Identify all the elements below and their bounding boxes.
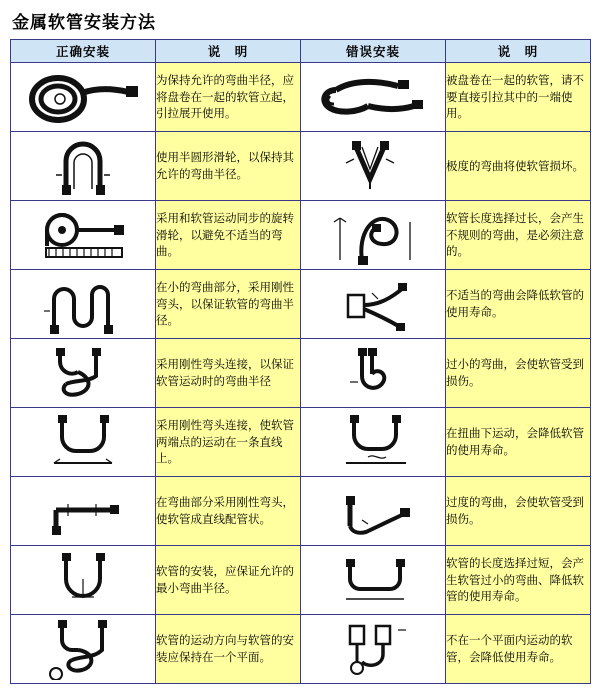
figure-hose-motion-out-of-plane (301, 615, 446, 684)
figure-coiled-hose-standing-upright (11, 63, 156, 132)
figure-hose-twisted-while-moving (301, 408, 446, 477)
table-row (11, 132, 591, 201)
note-correct: 在弯曲部分采用刚性弯头，使软管成直线配管状。 (156, 477, 301, 546)
figure-hose-motion-in-same-plane (11, 615, 156, 684)
note-correct: 使用半圆形滑轮，以保持其允许的弯曲半径。 (156, 132, 301, 201)
note-correct: 采用和软管运动同步的旋转滑轮，以避免不适当的弯曲。 (156, 201, 301, 270)
table-row (11, 408, 591, 477)
page-title: 金属软管安装方法 (12, 13, 156, 33)
header-correct-install: 正确安装 (11, 40, 156, 63)
note-correct: 采用刚性弯头连接，使软管两端点的运动在一条直线上。 (156, 408, 301, 477)
note-correct: 软管的安装，应保证允许的最小弯曲半径。 (156, 546, 301, 615)
hose-installation-table (10, 39, 591, 684)
note-wrong: 软管长度选择过长，会产生不规则的弯曲，是必须注意的。 (446, 201, 591, 270)
note-wrong: 被盘卷在一起的软管，请不要直接引拉其中的一端使用。 (446, 63, 591, 132)
note-wrong: 不在一个平面内运动的软管，会降低使用寿命。 (446, 615, 591, 684)
table-row (11, 615, 591, 684)
figure-hose-over-semicircular-guide (11, 132, 156, 201)
table-header-row (11, 40, 591, 63)
note-correct: 为保持允许的弯曲半径，应将盘卷在一起的软管立起，引拉展开使用。 (156, 63, 301, 132)
note-wrong: 在扭曲下运动，会降低软管的使用寿命。 (446, 408, 591, 477)
figure-excessive-bending-at-connection (301, 477, 446, 546)
note-wrong: 不适当的弯曲会降低软管的使用寿命。 (446, 270, 591, 339)
note-wrong: 极度的弯曲将使软管损坏。 (446, 132, 591, 201)
figure-improper-sharp-bend-at-fitting (301, 270, 446, 339)
figure-hose-bend-radius-too-small (301, 339, 446, 408)
table-row (11, 477, 591, 546)
figure-rigid-elbow-at-small-bend (11, 270, 156, 339)
note-wrong: 软管的长度选择过短，会产生软管过小的弯曲、降低软管的使用寿命。 (446, 546, 591, 615)
note-correct: 软管的运动方向与软管的安装应保持在一个平面。 (156, 615, 301, 684)
figure-hose-bent-sharply-at-point (301, 132, 446, 201)
note-correct: 采用刚性弯头连接，以保证软管运动时的弯曲半径 (156, 339, 301, 408)
header-wrong-note: 说 明 (446, 40, 591, 63)
table-row (11, 339, 591, 408)
note-wrong: 过小的弯曲，会使软管受到损伤。 (446, 339, 591, 408)
header-wrong-install: 错误安装 (301, 40, 446, 63)
figure-hose-too-long-irregular-loop (301, 201, 446, 270)
table-row (11, 270, 591, 339)
figure-rigid-elbow-connection-u-bend (11, 339, 156, 408)
figure-hose-with-rotating-pulley-and-chain (11, 201, 156, 270)
note-wrong: 过度的弯曲，会使软管受到损伤。 (446, 477, 591, 546)
figure-rigid-elbow-straight-pipe-layout (11, 477, 156, 546)
figure-hose-too-long-small-bend (301, 546, 446, 615)
table-row (11, 201, 591, 270)
header-correct-note: 说 明 (156, 40, 301, 63)
figure-hose-installed-with-min-bend-radius (11, 546, 156, 615)
table-row (11, 63, 591, 132)
figure-rigid-elbows-both-ends-straight-line (11, 408, 156, 477)
figure-coiled-hose-pulled-from-one-end (301, 63, 446, 132)
table-row (11, 546, 591, 615)
note-correct: 在小的弯曲部分，采用刚性弯头，以保证软管的弯曲半径。 (156, 270, 301, 339)
